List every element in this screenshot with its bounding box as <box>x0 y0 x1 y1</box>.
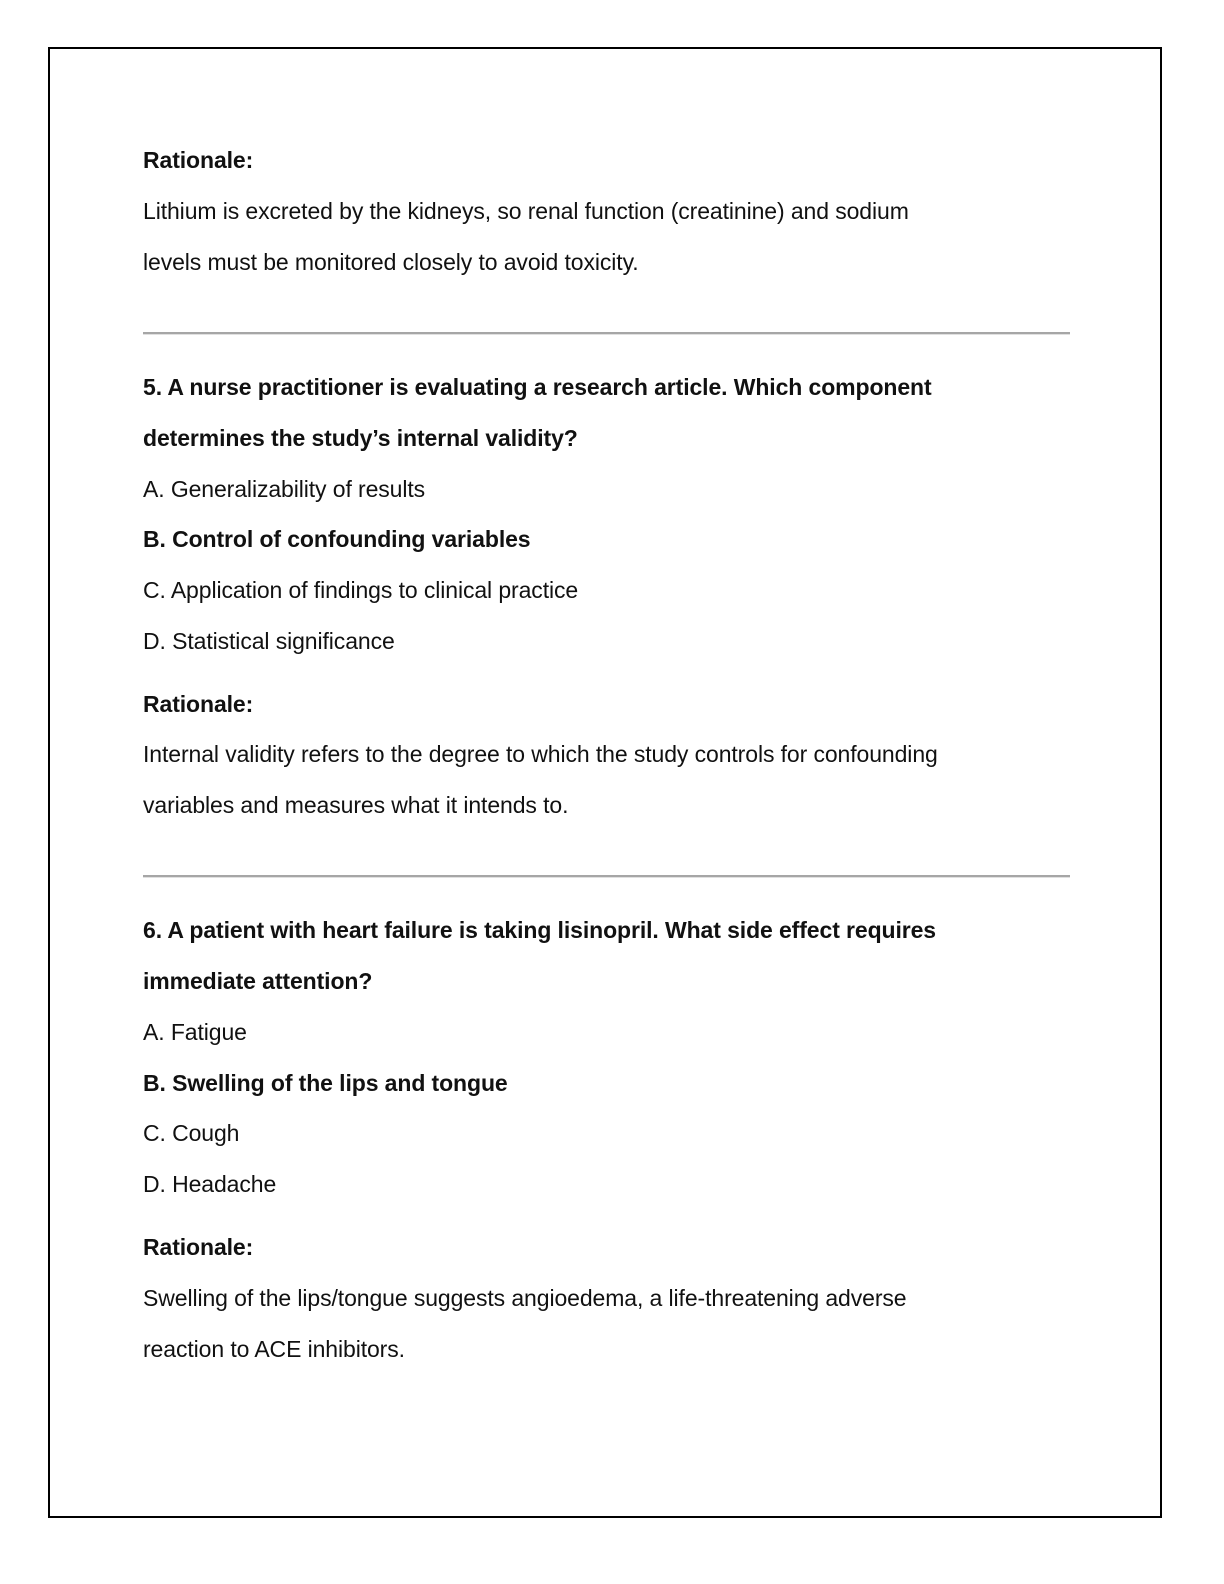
question-6-option-d: D. Headache <box>143 1171 277 1197</box>
question-5-text-line: 5. A nurse practitioner is evaluating a research article. Which component <box>143 374 932 400</box>
question-6-text-line: 6. A patient with heart failure is taking lisinopril. What side effect requires <box>143 917 937 943</box>
question-5-option-c: C. Application of findings to clinical practice <box>143 577 579 603</box>
rationale-label: Rationale: <box>143 1234 254 1260</box>
rationale-label: Rationale: <box>143 691 254 717</box>
rationale-text-line: levels must be monitored closely to avoid toxicity. <box>143 249 639 275</box>
section-divider <box>143 875 1070 877</box>
question-6-option-c: C. Cough <box>143 1120 240 1146</box>
question-6-option-b-correct: B. Swelling of the lips and tongue <box>143 1070 508 1096</box>
rationale-label: Rationale: <box>143 147 254 173</box>
section-divider <box>143 332 1070 334</box>
question-6-option-a: A. Fatigue <box>143 1019 247 1045</box>
question-6-text-line: immediate attention? <box>143 968 373 994</box>
rationale-text-line: Lithium is excreted by the kidneys, so renal function (creatinine) and sodium <box>143 198 909 224</box>
question-5-option-d: D. Statistical significance <box>143 628 395 654</box>
rationale-text-line: reaction to ACE inhibitors. <box>143 1336 405 1362</box>
rationale-text-line: variables and measures what it intends to. <box>143 792 569 818</box>
rationale-text-line: Swelling of the lips/tongue suggests angioedema, a life-threatening adverse <box>143 1285 907 1311</box>
question-5-text-line: determines the study’s internal validity? <box>143 425 578 451</box>
rationale-text-line: Internal validity refers to the degree to which the study controls for confounding <box>143 741 938 767</box>
question-5-option-a: A. Generalizability of results <box>143 476 426 502</box>
question-5-option-b-correct: B. Control of confounding variables <box>143 526 531 552</box>
